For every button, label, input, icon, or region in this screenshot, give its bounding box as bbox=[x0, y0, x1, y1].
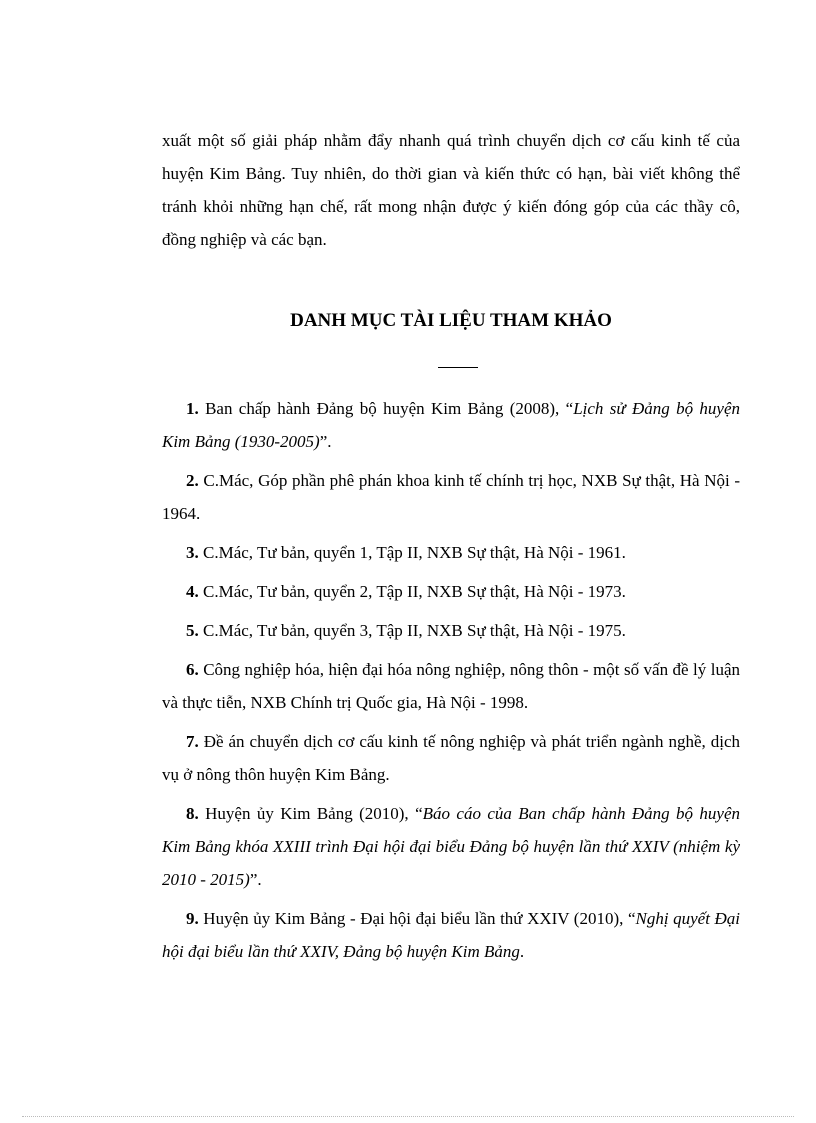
reference-item: 2. C.Mác, Góp phần phê phán khoa kinh tế chính trị học, NXB Sự thật, Hà Nội - 1964. bbox=[162, 471, 740, 523]
reference-item: 3. C.Mác, Tư bản, quyển 1, Tập II, NXB Sự thật, Hà Nội - 1961. bbox=[186, 543, 626, 562]
references-list bbox=[162, 392, 740, 974]
intro-paragraph: xuất một số giải pháp nhằm đẩy nhanh quá trình chuyển dịch cơ cấu kinh tế của huyện Kim Bảng. Tuy nhiên, do thời gian và kiến thức có hạn, bài viết không thể tránh khỏi những hạn chế, rất mong nhận được ý kiến đóng góp của các thầy cô, đồng nghiệp và các bạn. bbox=[162, 131, 740, 249]
reference-item: 5. C.Mác, Tư bản, quyển 3, Tập II, NXB Sự thật, Hà Nội - 1975. bbox=[186, 621, 626, 640]
reference-item: 6. Công nghiệp hóa, hiện đại hóa nông nghiệp, nông thôn - một số vấn đề lý luận và thực tiễn, NXB Chính trị Quốc gia, Hà Nội - 1998. bbox=[162, 660, 740, 712]
heading-underline-divider bbox=[438, 367, 478, 368]
reference-item: 8. Huyện ủy Kim Bảng (2010), “Báo cáo của Ban chấp hành Đảng bộ huyện Kim Bảng khóa XXIII trình Đại hội đại biểu Đảng bộ huyện lần thứ XXIV (nhiệm kỳ 2010 - 2015)”. bbox=[162, 804, 740, 889]
reference-item: 4. C.Mác, Tư bản, quyển 2, Tập II, NXB Sự thật, Hà Nội - 1973. bbox=[186, 582, 626, 601]
references-heading: DANH MỤC TÀI LIỆU THAM KHẢO bbox=[290, 310, 612, 331]
page-bottom-border bbox=[22, 1116, 794, 1117]
reference-item: 1. Ban chấp hành Đảng bộ huyện Kim Bảng (2008), “Lịch sử Đảng bộ huyện Kim Bảng (1930-2005)”. bbox=[162, 399, 740, 451]
reference-item: 7. Đề án chuyển dịch cơ cấu kinh tế nông nghiệp và phát triển ngành nghề, dịch vụ ở nông thôn huyện Kim Bảng. bbox=[162, 732, 740, 784]
reference-item: 9. Huyện ủy Kim Bảng - Đại hội đại biểu lần thứ XXIV (2010), “Nghị quyết Đại hội đại biểu lần thứ XXIV, Đảng bộ huyện Kim Bảng. bbox=[162, 909, 740, 961]
